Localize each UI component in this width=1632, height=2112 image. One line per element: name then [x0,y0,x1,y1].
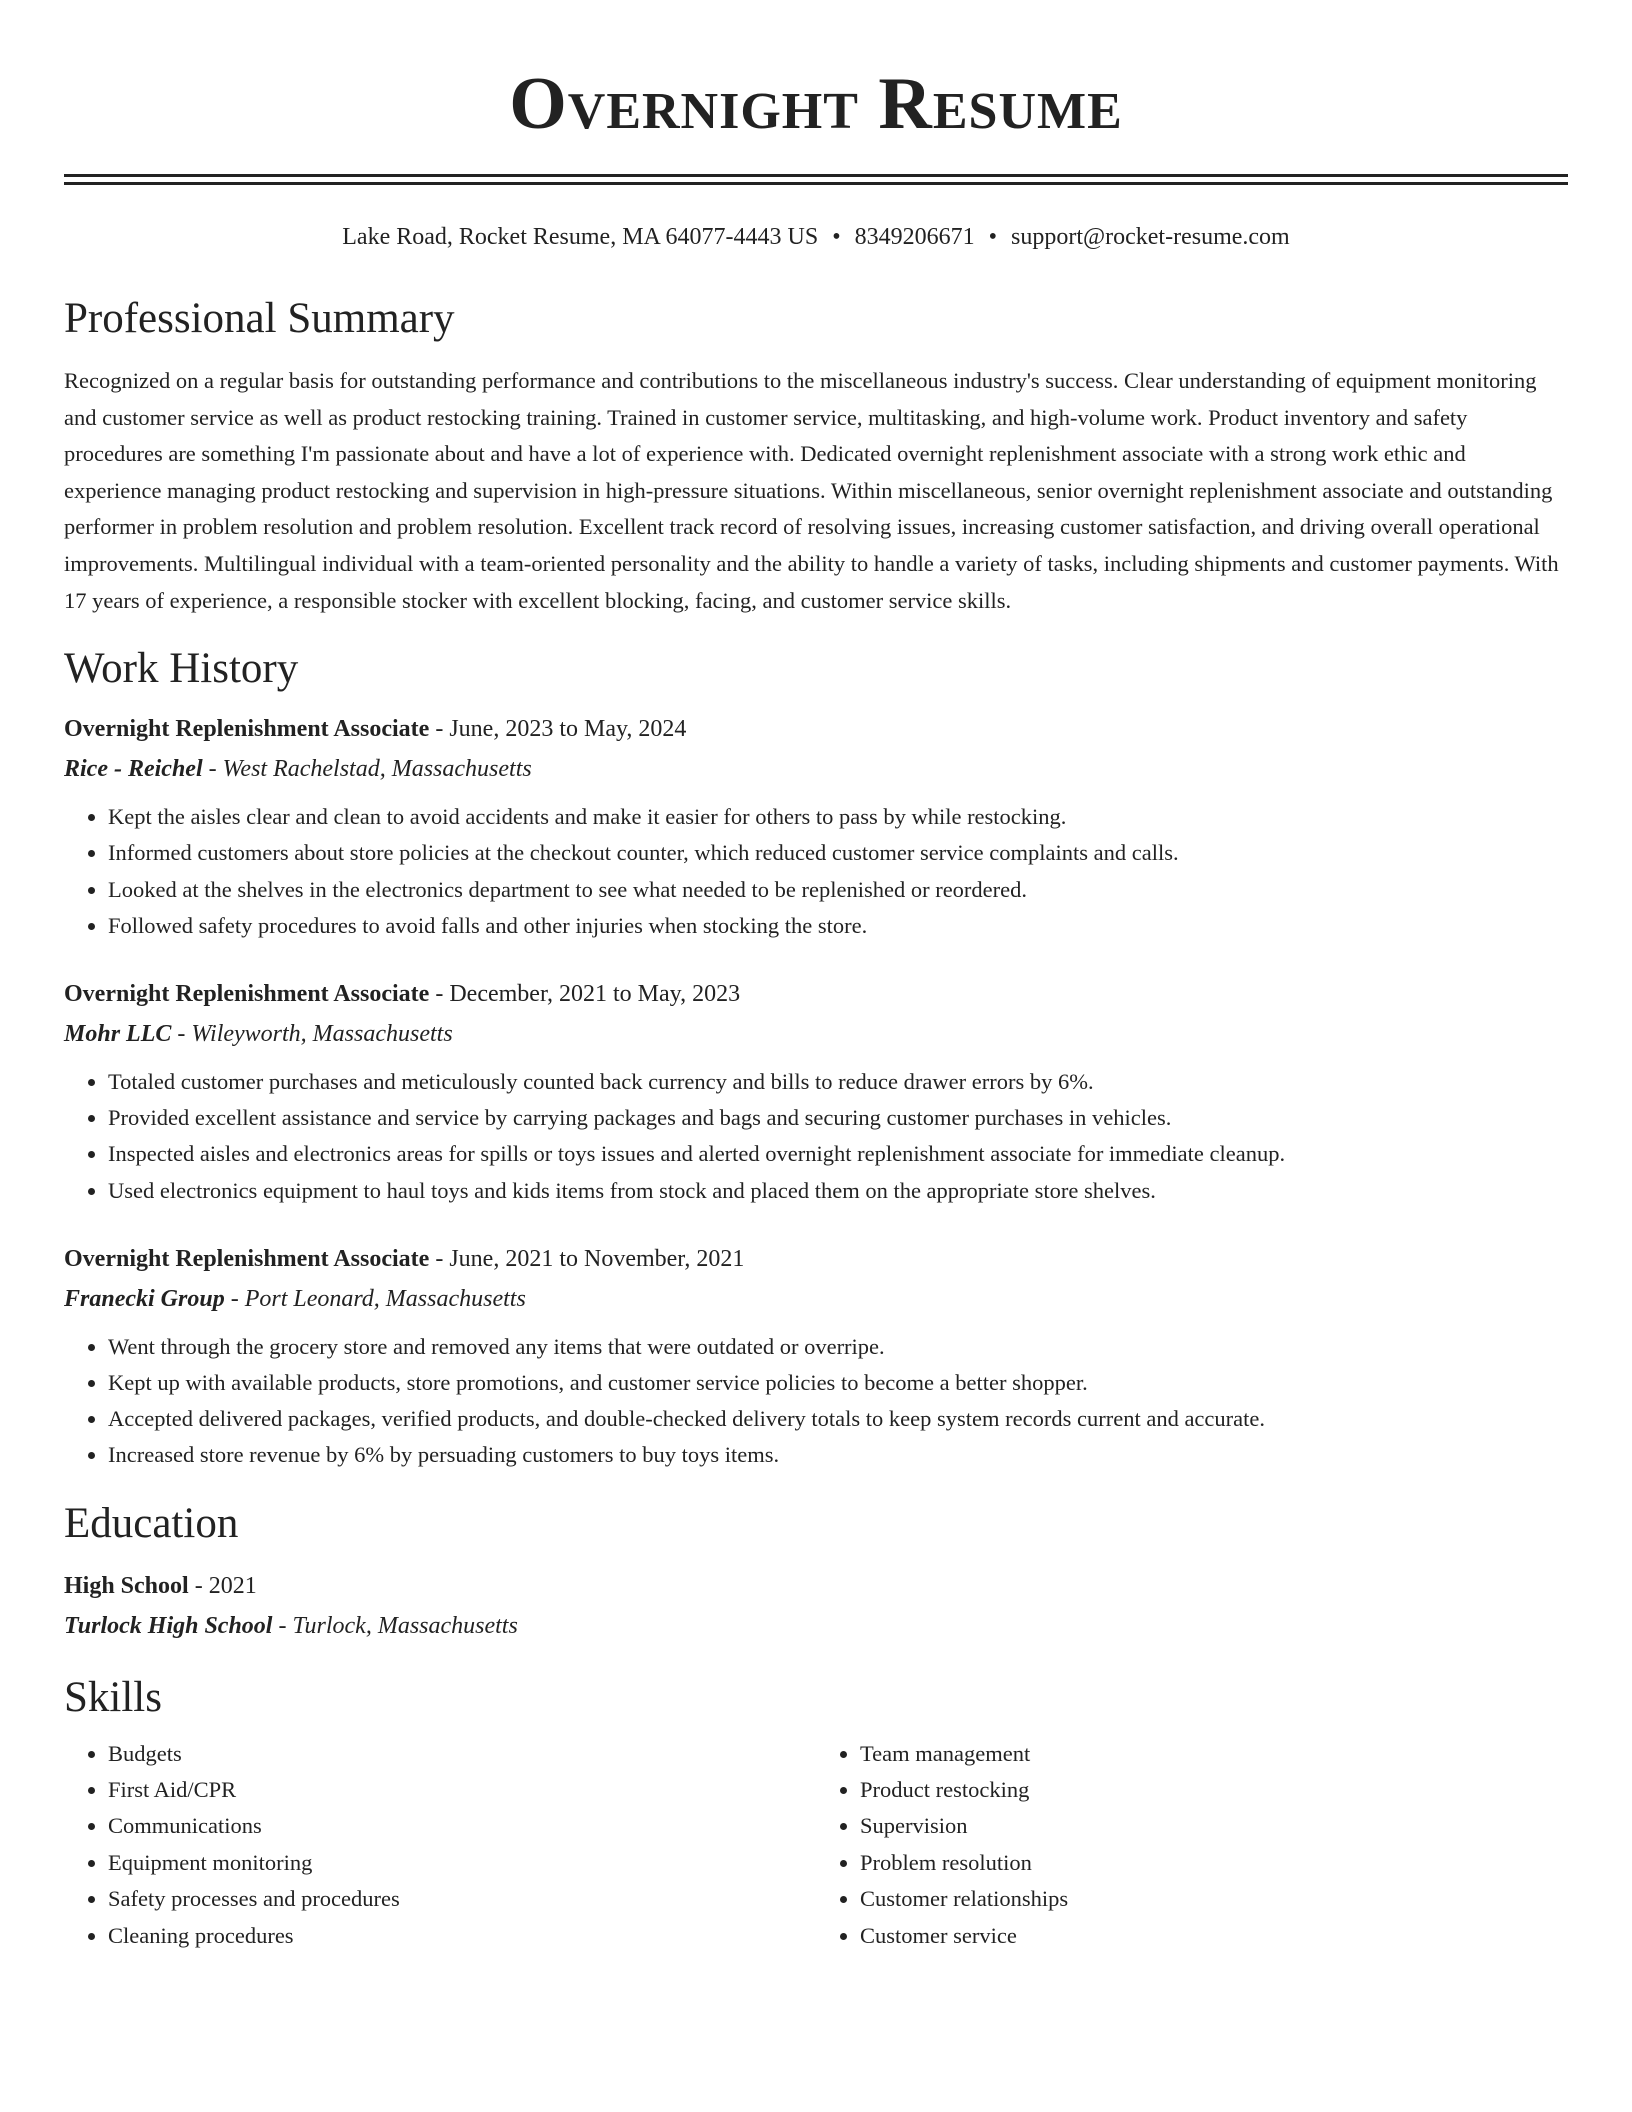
skill-item: • Product restocking [860,1772,1568,1808]
job-dash: - [202,756,223,783]
education-degree-line [64,1566,1568,1606]
job-title-line [64,974,1568,1014]
education-school-line [64,1606,1568,1646]
job-bullet: • Informed customers about store policies at the checkout counter, which reduced customer service complaints and calls. [108,835,1568,871]
skill-item: • Customer service [860,1918,1568,1954]
job-company-line [64,1014,1568,1054]
skill-item: • Supervision [860,1808,1568,1844]
skill-item: • Safety processes and procedures [108,1881,816,1917]
skills-list-left [64,1736,816,1954]
job-dash: - [171,1020,192,1047]
job-bullets [64,1329,1568,1474]
education-school: Turlock High School [64,1612,273,1639]
education-year: 2021 [208,1572,257,1599]
contact-address: Lake Road, Rocket Resume, MA 64077-4443 US [342,224,819,250]
skill-item: • Problem resolution [860,1845,1568,1881]
job-dash: - [224,1285,245,1312]
job-bullet: • Increased store revenue by 6% by persuading customers to buy toys items. [108,1437,1568,1473]
job-entry [64,709,1568,944]
skills-list-right [816,1736,1568,1954]
job-dates: June, 2023 to May, 2024 [449,716,687,743]
job-bullet: • Followed safety procedures to avoid falls and other injuries when stocking the store. [108,908,1568,944]
contact-email: support@rocket-resume.com [1011,224,1290,250]
job-company-line [64,1279,1568,1319]
skills-heading: Skills [64,1673,162,1721]
job-dash: - [429,1245,450,1272]
title-divider-top [64,174,1568,177]
contact-separator: • [988,224,998,250]
job-bullet: • Provided excellent assistance and service by carrying packages and bags and securing customer purchases in vehicles. [108,1100,1568,1136]
job-dates: June, 2021 to November, 2021 [449,1245,745,1272]
contact-separator: • [832,224,841,250]
skills-columns [64,1736,1568,1954]
job-bullet: • Inspected aisles and electronics areas for spills or toys issues and alerted overnight replenishment associate for immediate cleanup. [108,1136,1568,1172]
job-entry [64,974,1568,1209]
skill-item: • Team management [860,1736,1568,1772]
contact-line [64,221,1568,253]
job-dash: - [429,980,450,1007]
title-divider-bottom [64,182,1568,185]
job-location: Wileyworth, Massachusetts [191,1020,453,1047]
job-bullet: • Looked at the shelves in the electronics department to see what needed to be replenished or reordered. [108,872,1568,908]
job-location: West Rachelstad, Massachusetts [222,756,532,783]
job-title: Overnight Replenishment Associate [64,980,430,1007]
job-title: Overnight Replenishment Associate [64,716,430,743]
job-location: Port Leonard, Massachusetts [244,1285,526,1312]
job-bullet: • Went through the grocery store and removed any items that were outdated or overripe. [108,1329,1568,1365]
job-bullets [64,1064,1568,1209]
work-history-heading: Work History [64,645,299,693]
job-bullet: • Totaled customer purchases and meticulously counted back currency and bills to reduce drawer errors by 6%. [108,1064,1568,1100]
education-dash: - [272,1612,293,1639]
skill-item: • First Aid/CPR [108,1772,816,1808]
skill-item: • Communications [108,1808,816,1844]
skill-item: • Budgets [108,1736,816,1772]
job-bullet: • Used electronics equipment to haul toys and kids items from stock and placed them on the appropriate store shelves. [108,1173,1568,1209]
job-bullet: • Kept the aisles clear and clean to avoid accidents and make it easier for others to pass by while restocking. [108,799,1568,835]
job-bullet: • Kept up with available products, store promotions, and customer service policies to become a better shopper. [108,1365,1568,1401]
job-company: Rice - Reichel [64,756,203,783]
education-heading: Education [64,1499,239,1547]
education-dash: - [188,1572,209,1599]
skill-item: • Equipment monitoring [108,1845,816,1881]
resume-title: Overnight Resume [509,63,1123,145]
education-degree: High School [64,1572,189,1599]
job-company: Mohr LLC [64,1020,172,1047]
job-title-line [64,1239,1568,1279]
job-title: Overnight Replenishment Associate [64,1245,430,1272]
education-location: Turlock, Massachusetts [292,1612,518,1639]
job-entry [64,1239,1568,1474]
job-dash: - [429,716,450,743]
job-bullets [64,799,1568,944]
skill-item: • Customer relationships [860,1881,1568,1917]
job-bullet: • Accepted delivered packages, verified products, and double-checked delivery totals to keep system records current and accurate. [108,1401,1568,1437]
job-dates: December, 2021 to May, 2023 [449,980,741,1007]
summary-heading: Professional Summary [64,295,455,342]
job-company: Franecki Group [64,1285,225,1312]
summary-text: Recognized on a regular basis for outstanding performance and contributions to the miscellaneous industry's success. Clear understanding of equipment monitoring and customer service as well as product restocking training. Trained in customer service, multitasking, and high-volume work. Product inventory and safety procedures are something I'm passionate about and have a lot of experience with. Dedicated overnight replenishment associate with a strong work ethic and experience managing product restocking and supervision in high-pressure situations. Within miscellaneous, senior overnight replenishment associate and outstanding performer in problem resolution and problem resolution. Excellent track record of resolving issues, increasing customer satisfaction, and driving overall operational improvements. Multilingual individual with a team-oriented personality and the ability to handle a variety of tasks, including shipments and customer payments. With 17 years of experience, a responsible stocker with excellent blocking, facing, and customer service skills. [64,368,1559,613]
job-company-line [64,749,1568,789]
contact-phone: 8349206671 [854,224,975,250]
job-title-line [64,709,1568,749]
skill-item: • Cleaning procedures [108,1918,816,1954]
